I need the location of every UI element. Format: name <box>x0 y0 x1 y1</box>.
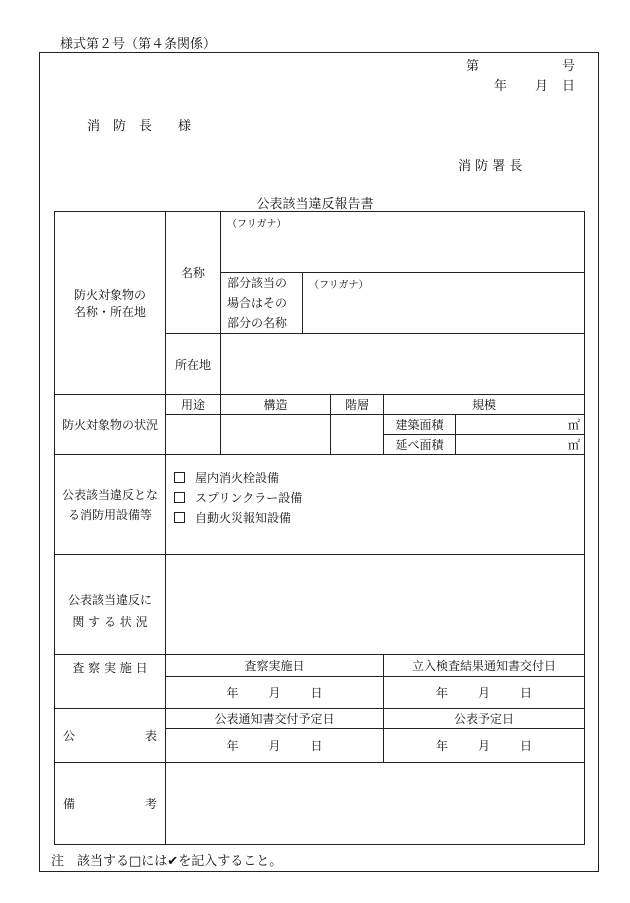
report-table <box>54 211 585 845</box>
remarks-label-right: 考 <box>144 797 157 811</box>
object-label-cell <box>55 212 166 395</box>
partial-furigana-label: （フリガナ） <box>309 280 369 291</box>
inspection-date-field[interactable]: 年 月 日 <box>166 677 384 709</box>
date-year: 年 <box>494 79 508 94</box>
footnote <box>51 850 282 869</box>
equipment-options <box>166 455 585 555</box>
building-area-label: 建築面積 <box>384 415 456 435</box>
scale-header: 規模 <box>384 395 585 415</box>
name-furigana-label: （フリガナ） <box>227 219 287 230</box>
equipment-label-line1: 公表該当違反とな <box>61 487 158 502</box>
equipment-label-cell <box>55 455 166 555</box>
number-suffix: 号 <box>562 59 576 74</box>
violation-field[interactable] <box>166 555 585 655</box>
sender: 消 防 署 長 <box>458 159 523 174</box>
inspection-label: 査 察 実 施 日 <box>55 655 166 709</box>
use-header: 用途 <box>166 395 221 415</box>
object-label-line1: 防火対象物の <box>73 288 146 302</box>
equipment-option[interactable] <box>174 468 584 488</box>
form-label: 様式第２号（第４条関係） <box>60 37 217 52</box>
check-mark-icon: ✔ <box>167 854 179 869</box>
location-label: 所在地 <box>166 334 221 395</box>
partial-label-cell <box>221 273 303 334</box>
location-field[interactable] <box>221 334 585 395</box>
checkbox-icon[interactable] <box>174 512 185 523</box>
floors-field[interactable] <box>331 415 384 455</box>
equipment-option-label: スプリンクラー設備 <box>195 490 303 505</box>
remarks-field[interactable] <box>166 763 585 845</box>
building-area-field[interactable] <box>456 415 585 435</box>
building-area-unit: ㎡ <box>568 418 581 432</box>
number-prefix: 第 <box>466 59 480 74</box>
object-label-line2: 名称・所在地 <box>73 305 146 319</box>
floor-area-label: 延べ面積 <box>384 435 456 455</box>
remarks-label-cell <box>55 763 166 845</box>
inspection-notice-field[interactable]: 年 月 日 <box>384 677 585 709</box>
checkbox-icon[interactable] <box>174 492 185 503</box>
equipment-option-label: 自動火災報知設備 <box>195 510 292 525</box>
publication-label-cell <box>55 709 166 763</box>
addressee: 消 防 長 様 <box>87 119 192 134</box>
equipment-option[interactable] <box>174 508 584 528</box>
structure-header: 構造 <box>221 395 331 415</box>
equipment-option-label: 屋内消火栓設備 <box>195 470 280 485</box>
status-label: 防火対象物の状況 <box>55 395 166 455</box>
violation-label-line1: 公表該当違反に <box>67 592 152 607</box>
publication-label-right: 表 <box>144 729 157 743</box>
date-month: 月 <box>535 79 549 94</box>
publication-date-field[interactable]: 年 月 日 <box>384 729 585 763</box>
inspection-notice-header: 立入検査結果通知書交付日 <box>384 655 585 677</box>
equipment-label-line2: る消防用設備等 <box>67 507 152 522</box>
partial-label-line2: 場合はその <box>227 296 288 310</box>
floor-area-unit: ㎡ <box>568 438 581 452</box>
violation-label-cell <box>55 555 166 655</box>
checkbox-icon[interactable] <box>174 472 185 483</box>
publication-date-header: 公表予定日 <box>384 709 585 729</box>
publication-notice-field[interactable]: 年 月 日 <box>166 729 384 763</box>
remarks-label-left: 備 <box>63 797 76 811</box>
publication-label-left: 公 <box>63 729 76 743</box>
publication-notice-header: 公表通知書交付予定日 <box>166 709 384 729</box>
footnote-after: を記入すること。 <box>178 854 283 869</box>
document-title: 公表該当違反報告書 <box>256 197 374 212</box>
date-day: 日 <box>562 79 576 94</box>
floor-area-field[interactable] <box>456 435 585 455</box>
equipment-option[interactable] <box>174 488 584 508</box>
name-field[interactable] <box>221 212 585 273</box>
floors-header: 階層 <box>331 395 384 415</box>
partial-label-line3: 部分の名称 <box>227 316 288 330</box>
structure-field[interactable] <box>221 415 331 455</box>
violation-label-line2: 関 す る 状 況 <box>72 614 148 629</box>
inspection-date-header: 査察実施日 <box>166 655 384 677</box>
use-field[interactable] <box>166 415 221 455</box>
partial-label-line1: 部分該当の <box>227 276 288 290</box>
name-label: 名称 <box>166 212 221 334</box>
footnote-before: 注 該当する□には <box>51 854 168 869</box>
partial-name-field[interactable] <box>303 273 585 334</box>
